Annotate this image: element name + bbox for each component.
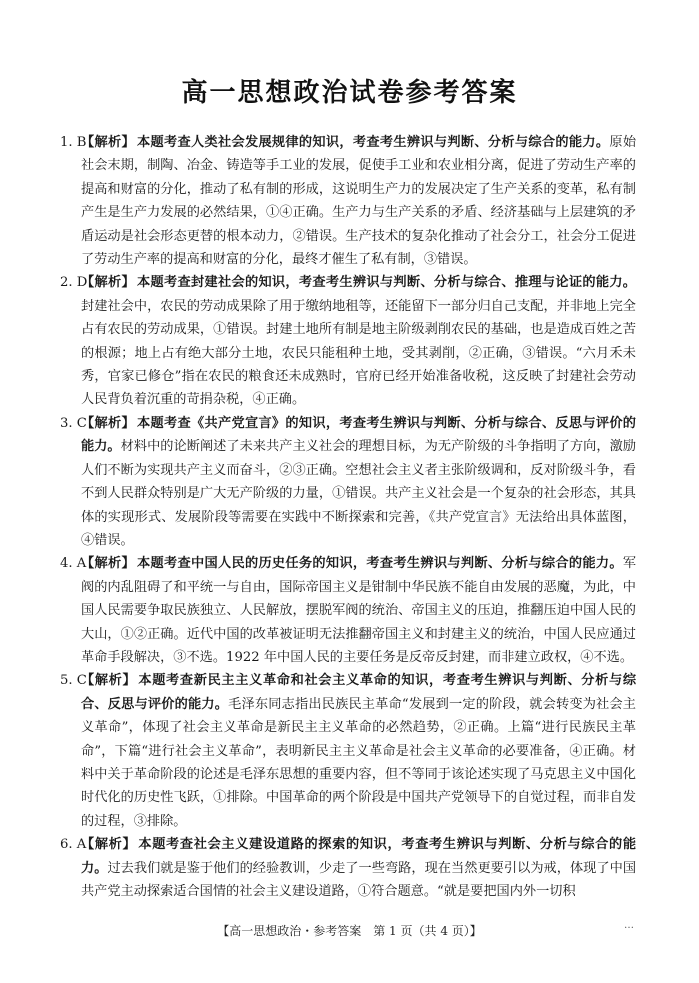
analysis-body: 材料中的论断阐述了未来共产主义社会的理想目标，为无产阶级的斗争指明了方向，激励人们不断为实现共产主义而奋斗，②③正确。空想社会主义者主张阶级调和，反对阶级斗争，看不到人民群众特别是广大无产阶级的力量，①错误。共产主义社会是一个复杂的社会形态，其具体的实现形式、发展阶段等需要在实践中不断探索和完善，《共产党宣言》无法给出具体蓝图，④错误。 bbox=[81, 439, 637, 548]
item-number: 3. C bbox=[60, 415, 87, 431]
analysis-tag: 【解析】 bbox=[81, 673, 137, 689]
corner-mark: … bbox=[624, 920, 634, 931]
analysis-lead: 本题考查中国人民的历史任务的知识，考查考生辨识与判断、分析与综合的能力。 bbox=[136, 556, 623, 572]
analysis-body: 封建社会中，农民的劳动成果除了用于缴纳地租等，还能留下一部分归自己支配，并非地上完全占有农民的劳动成果，①错误。封建土地所有制是地主阶级剥削农民的基础，也是造成百姓之苦的根源；地上占有绝大部分土地，农民只能租种土地，受其剥削，②正确，③错误。“六月禾未秀，官家已修仓”指在农民的粮食还未成熟时，官府已经开始准备收税，这反映了封建社会劳动人民背负着沉重的苛捐杂税，④正确。 bbox=[81, 298, 636, 408]
item-number: 5. C bbox=[60, 673, 87, 689]
analysis-body: 军阀的内乱阻碍了和平统一与自由，国际帝国主义是钳制中华民族不能自由发展的恶魔，为此，中国人民需要争取民族独立、人民解放，摆脱军阀的统治、帝国主义的压迫，推翻压迫中国人民的大山，①②正确。近代中国的改革被证明无法推翻帝国主义和封建主义的统治，中国人民应通过革命手段解决，③不选。1922 年中国人民的主要任务是反帝反封建，而非建立政权，④不选。 bbox=[81, 556, 636, 665]
analysis-lead: 本题考查封建社会的知识，考查考生辨识与判断、分析与综合、推理与论证的能力。 bbox=[136, 275, 636, 291]
item-number: 1. B bbox=[60, 135, 87, 150]
answer-item-4 bbox=[60, 552, 636, 669]
answer-list bbox=[60, 131, 637, 903]
analysis-body: 过去我们就是鉴于他们的经验教训，少走了一些弯路，现在当然更要引以为戒，体现了中国共产党主动探索适合国情的社会主义建设道路，①符合题意。“就是要把国内外一切积 bbox=[81, 860, 637, 899]
item-number: 4. A bbox=[60, 556, 87, 572]
analysis-tag: 【解析】 bbox=[81, 415, 135, 431]
analysis-lead: 本题考查社会主义建设道路的探索的知识，考查考生辨识与判断、分析与综合的能力。 bbox=[81, 837, 637, 876]
answer-item-1 bbox=[60, 131, 637, 271]
answer-item-3 bbox=[60, 412, 637, 552]
answer-item-6 bbox=[60, 833, 637, 903]
analysis-tag: 【解析】 bbox=[81, 556, 135, 572]
item-number: 2. D bbox=[60, 275, 88, 291]
analysis-tag: 【解析】 bbox=[81, 135, 135, 150]
analysis-tag: 【解析】 bbox=[81, 275, 135, 291]
analysis-lead: 本题考查《共产党宣言》的知识，考查考生辨识与判断、分析与综合、反思与评价的能力。 bbox=[81, 415, 636, 455]
analysis-lead: 本题考查新民主主义革命和社会主义革命的知识，考查考生辨识与判断、分析与综合、反思与评价的能力。 bbox=[81, 673, 637, 712]
answer-item-5 bbox=[60, 669, 637, 833]
answer-item-2 bbox=[60, 271, 636, 411]
analysis-body: 毛泽东同志指出民族民主革命“发展到一定的阶段，就会转变为社会主义革命”，体现了社会主义革命是新民主主义革命的必然趋势，②正确。上篇“进行民族民主革命”，下篇“进行社会主义革命”，表明新民主主义革命是社会主义革命的必要准备，④正确。材料中关于革命阶段的论述是毛泽东思想的重要内容，但不等同于该论述实现了马克思主义中国化时代化的历史性飞跃，①排除。中国革命的两个阶段是中国共产党领导下的自觉过程，而非自发的过程，③排除。 bbox=[81, 696, 636, 829]
page-footer: 【高一思想政治・参考答案 第 1 页（共 4 页）】 bbox=[217, 924, 482, 938]
analysis-tag: 【解析】 bbox=[81, 837, 137, 853]
item-number: 6. A bbox=[60, 837, 87, 853]
page-title: 高一思想政治试卷参考答案 bbox=[181, 78, 518, 108]
analysis-body: 原始社会末期，制陶、冶金、铸造等手工业的发展，促使手工业和农业相分离，促进了劳动生产率的提高和财富的分化，推动了私有制的形成，这说明生产力的发展决定了生产关系的变革，私有制产生是生产力发展的必然结果，①④正确。生产力与生产关系的矛盾、经济基础与上层建筑的矛盾运动是社会形态更替的根本动力，②错误。生产技术的复杂化推动了社会分工，社会分工促进了劳动生产率的提高和财富的分化，最终才催生了私有制，③错误。 bbox=[81, 135, 637, 268]
analysis-lead: 本题考查人类社会发展规律的知识，考查考生辨识与判断、分析与综合的能力。 bbox=[136, 135, 610, 150]
